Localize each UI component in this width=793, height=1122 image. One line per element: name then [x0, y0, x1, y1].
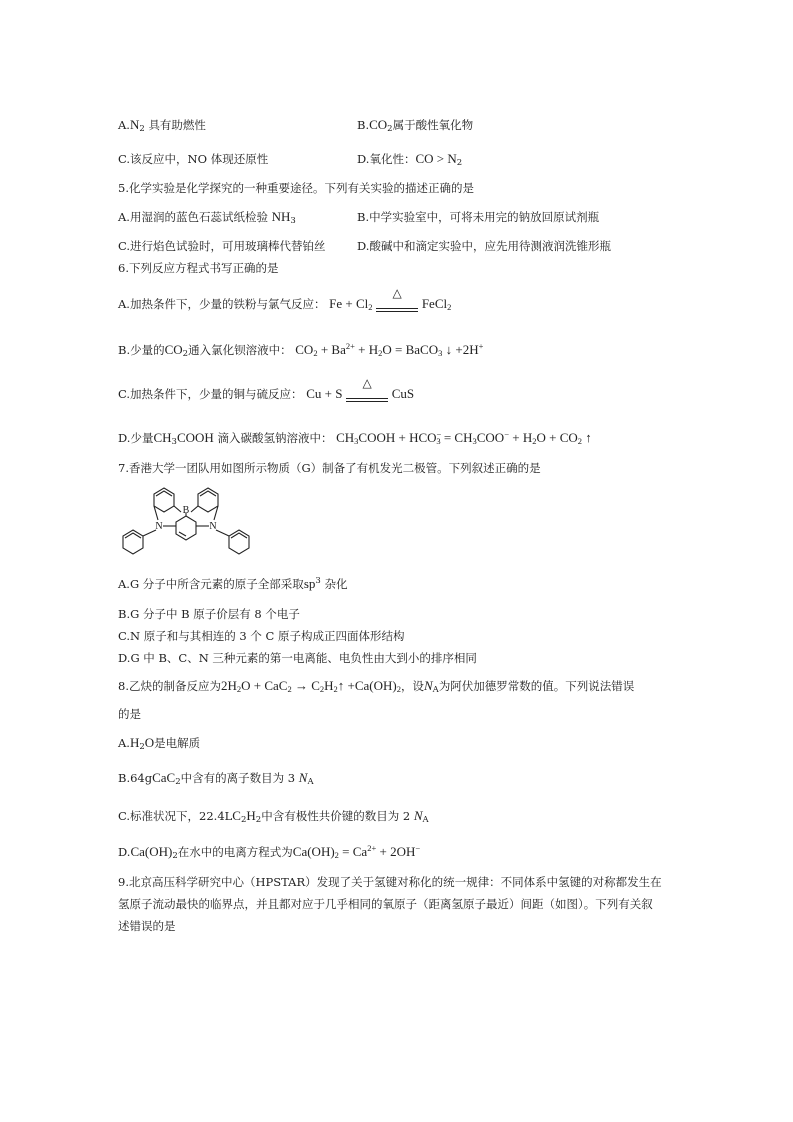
q8-option-d: $D.Ca(OH)_2$在水中的电离方程式为$Ca(OH)_2 = Ca^{2+} + 2OH^-$ — [118, 843, 421, 861]
q9-line-1: 9.北京高压科学研究中心（HPSTAR）发现了关于氢键对称化的统一规律：不同体系中氢键的对称都发生在 — [118, 875, 662, 889]
q6-option-d: D.少量$CH_3COOH$ 滴入碳酸氢钠溶液中： $CH_3COOH + HCO^-_3 = CH_3COO^- + H_2O + CO_2$ ↑ — [118, 429, 592, 447]
q8-option-b: B.64gCaC$_2$中含有的离子数目为 3 $N_A$ — [118, 770, 314, 787]
q4-option-a: $A.N_2$ 具有助燃性 — [118, 117, 206, 134]
q5-option-c: C.进行焰色试验时，可用玻璃棒代替铂丝 — [118, 239, 326, 253]
q6-stem: 6.下列反应方程式书写正确的是 — [118, 261, 279, 275]
q4-option-b: $B.CO_2$属于酸性氧化物 — [357, 117, 474, 134]
q8-option-c: C.标准状况下，$22.4LC_2H_2$中含有极性共价键的数目为 2 $N_A$ — [118, 808, 429, 825]
q5-option-a: A.用湿润的蓝色石蕊试纸检验 $NH_3$ — [118, 209, 296, 226]
q8-stem: 8.乙炔的制备反应为$2H_2O + CaC_2$ → $C_2H_2↑ +Ca(OH)_2$，设$N_A$为阿伏加德罗常数的值。下列说法错误 — [118, 678, 635, 695]
heat-condition-arrow: △ — [346, 391, 388, 402]
q7-option-c: C.N 原子和与其相连的 3 个 C 原子构成正四面体形结构 — [118, 629, 405, 643]
q7-option-b: B.G 分子中 B 原子价层有 8 个电子 — [118, 607, 300, 621]
q7-stem: 7.香港大学一团队用如图所示物质（G）制备了有机发光二极管。下列叙述正确的是 — [118, 461, 541, 475]
atom-n-label-right: N — [209, 521, 217, 532]
q8-option-a: $A.H_2O$是电解质 — [118, 735, 201, 752]
q9-line-2: 氢原子流动最快的临界点，并且都对应于几乎相同的氧原子（距离氢原子最近）间距（如图）。下列有关叙 — [118, 897, 653, 911]
heat-condition-arrow: △ — [376, 301, 418, 312]
q8-stem-cont: 的是 — [118, 707, 141, 721]
q4-option-c: C.该反应中，NO 体现还原性 — [118, 152, 269, 166]
q7-option-a: A.G 分子中所含元素的原子全部采取$sp^3$ 杂化 — [118, 576, 348, 591]
q6-option-b: B.少量的$CO_2$通入氯化钡溶液中： $CO_2 + Ba^{2+} + H_2O$ = BaCO$_3$ ↓ +2H+ — [118, 341, 484, 359]
molecule-g-structure — [118, 486, 268, 564]
q5-option-b: B.中学实验室中，可将未用完的钠放回原试剂瓶 — [357, 210, 600, 224]
q6-option-c: C.加热条件下，少量的铜与硫反应： Cu + S △ CuS — [118, 376, 415, 401]
q7-option-d: D.G 中 B、C、N 三种元素的第一电离能、电负性由大到小的排序相同 — [118, 651, 477, 665]
atom-b-label: B — [182, 505, 190, 516]
q4-option-d: D.氧化性：CO > $N_2$ — [357, 151, 463, 168]
atom-n-label-left: N — [155, 521, 163, 532]
benzene-ring-center — [176, 516, 196, 540]
q5-option-d: D.酸碱中和滴定实验中，应先用待测液润洗锥形瓶 — [357, 239, 611, 253]
q9-line-3: 述错误的是 — [118, 919, 176, 933]
q6-option-a: A.加热条件下，少量的铁粉与氯气反应： $Fe + Cl_2$ △ FeCl$_2$ — [118, 286, 452, 312]
q5-stem: 5.化学实验是化学探究的一种重要途径。下列有关实验的描述正确的是 — [118, 181, 474, 195]
